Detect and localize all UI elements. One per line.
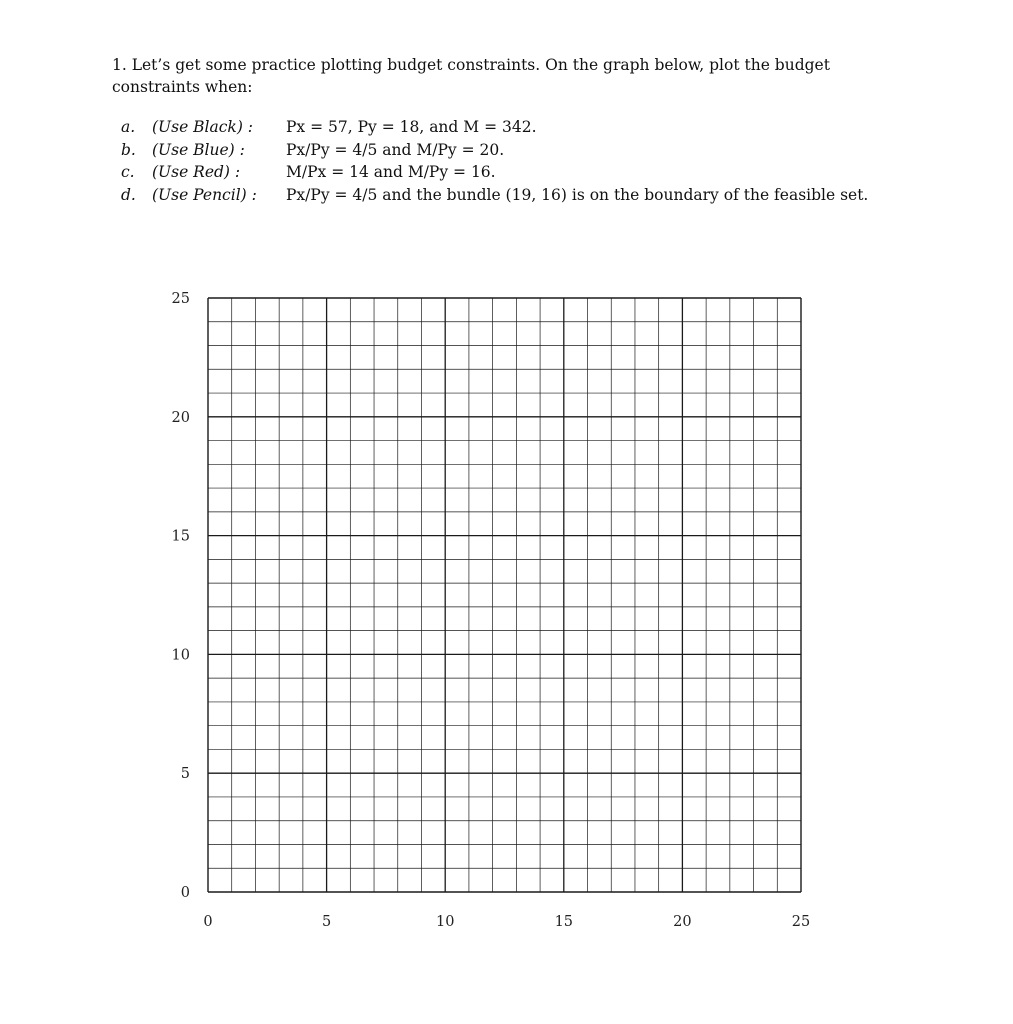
part-letter: b.	[121, 140, 136, 159]
y-tick-label: 0	[180, 885, 190, 901]
x-tick-label: 15	[554, 914, 574, 930]
x-tick-label: 20	[673, 914, 692, 930]
part-color-instruction: (Use Black) :	[152, 118, 254, 136]
part-condition: Px/Py = 4/5 and the bundle (19, 16) is on the boundary of the feasible set.	[286, 185, 869, 204]
y-tick-label: 25	[171, 291, 190, 307]
y-tick-label: 5	[180, 766, 190, 783]
y-tick-label: 15	[171, 528, 190, 545]
x-tick-label: 25	[791, 914, 811, 930]
y-tick-label: 10	[171, 647, 190, 664]
x-tick-label: 0	[203, 914, 213, 930]
part-color-instruction: (Use Pencil) :	[152, 185, 257, 204]
part-condition: Px = 57, Py = 18, and M = 342.	[286, 118, 537, 136]
y-tick-label: 20	[171, 409, 190, 426]
part-color-instruction: (Use Red) :	[152, 163, 241, 181]
part-letter: d.	[121, 185, 136, 204]
part-color-instruction: (Use Blue) :	[152, 140, 245, 159]
x-tick-label: 10	[435, 914, 455, 930]
part-letter: a.	[121, 118, 136, 136]
part-condition: M/Px = 14 and M/Py = 16.	[286, 163, 496, 181]
part-condition: Px/Py = 4/5 and M/Py = 20.	[286, 140, 505, 159]
x-tick-label: 5	[321, 914, 332, 930]
question-intro: 1. Let’s get some practice plotting budget constraints. On the graph below, plot the budget constraints when:	[112, 56, 830, 96]
part-letter: c.	[121, 163, 135, 181]
